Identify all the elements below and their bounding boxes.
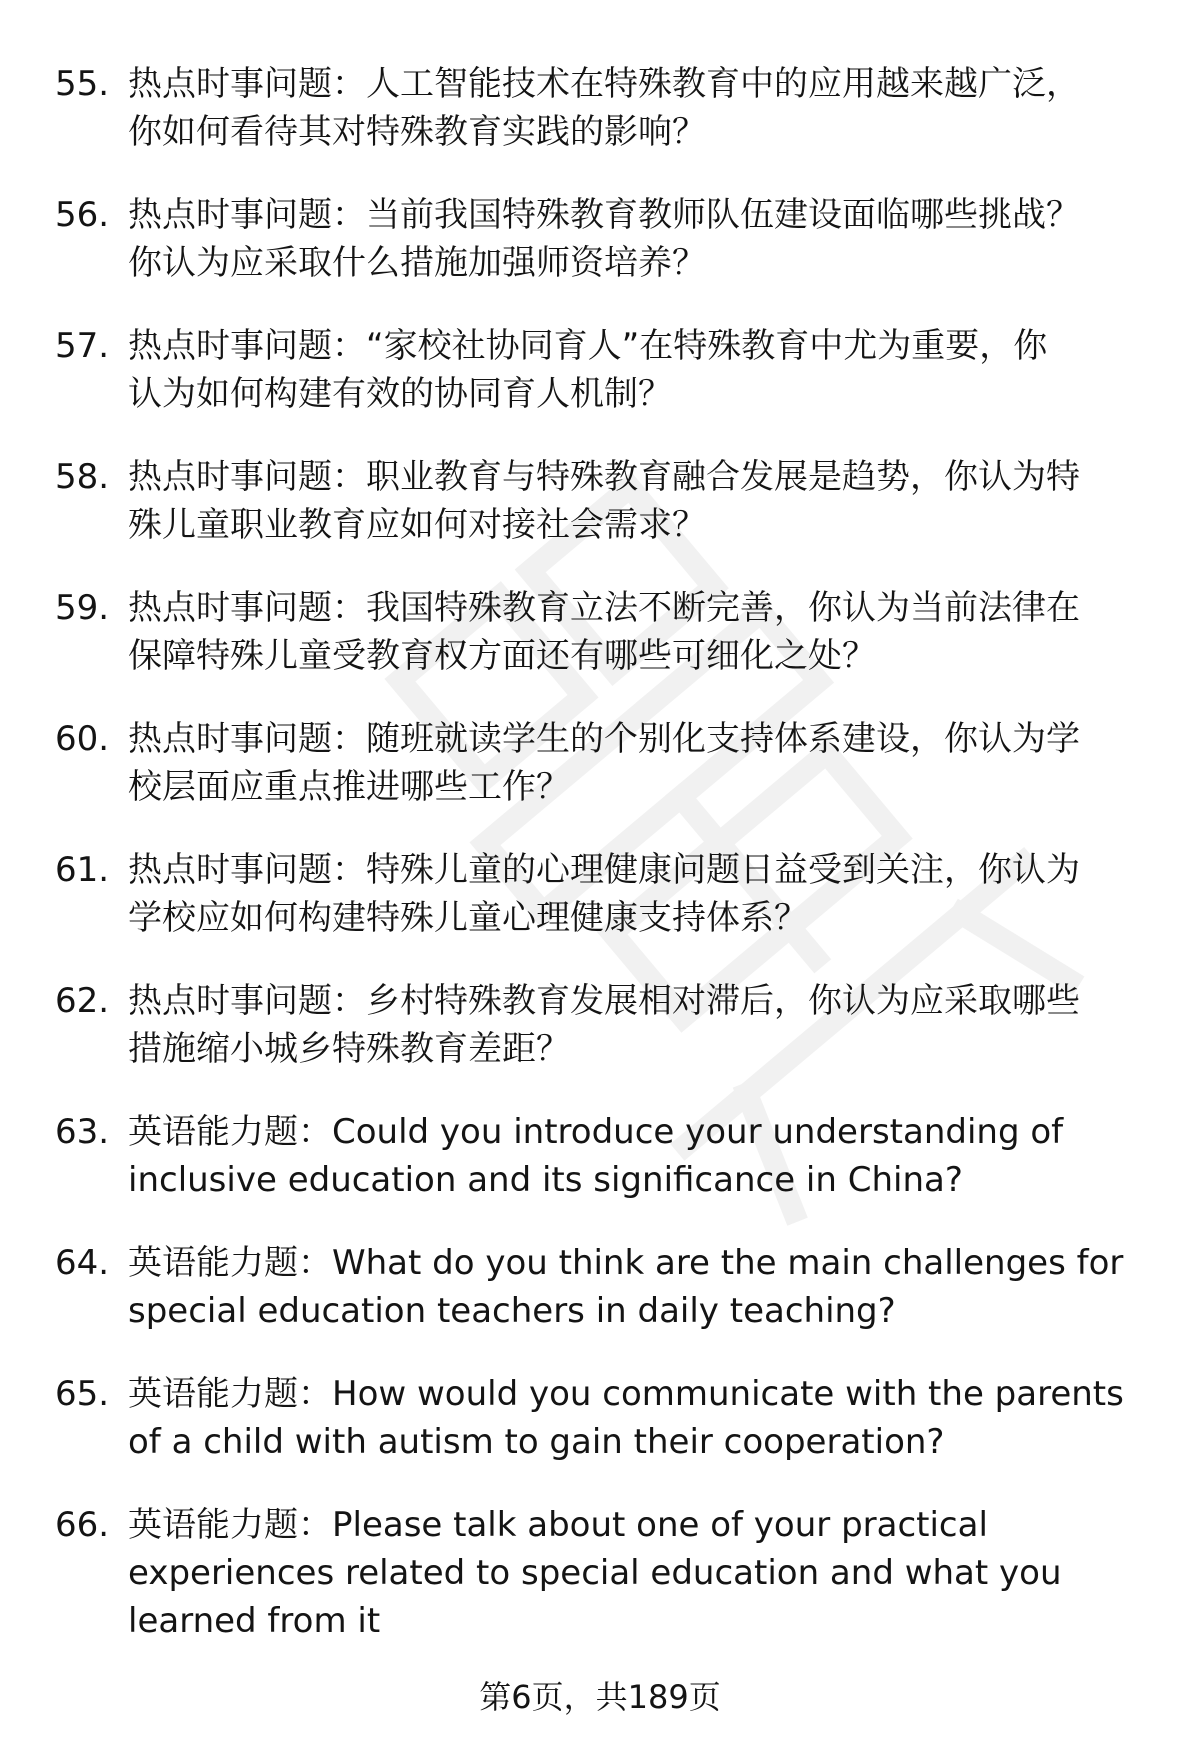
question-line: 热点时事问题：特殊儿童的心理健康问题日益受到关注，你认为 <box>128 850 1080 890</box>
question-item-66 <box>0 1501 1200 1671</box>
question-number: 62. <box>55 981 110 1021</box>
question-number: 61. <box>55 850 110 890</box>
question-text <box>128 60 1158 156</box>
question-line: 保障特殊儿童受教育权方面还有哪些可细化之处？ <box>128 636 876 676</box>
question-text <box>128 453 1158 549</box>
question-item-64 <box>0 1239 1200 1370</box>
question-item-58 <box>0 453 1200 584</box>
question-line: 热点时事问题：随班就读学生的个别化支持体系建设，你认为学 <box>128 719 1080 759</box>
question-text <box>128 322 1158 418</box>
question-number: 55. <box>55 64 110 104</box>
question-number: 59. <box>55 588 110 628</box>
question-text <box>128 1501 1158 1645</box>
question-line: 英语能力题：Could you introduce your understanding of <box>128 1112 1064 1152</box>
question-item-61 <box>0 846 1200 977</box>
question-line: inclusive education and its significance in China? <box>128 1160 963 1200</box>
question-text <box>128 1108 1158 1204</box>
question-line: special education teachers in daily teaching? <box>128 1291 896 1331</box>
question-line: 认为如何构建有效的协同育人机制？ <box>128 374 672 414</box>
question-number: 66. <box>55 1505 110 1545</box>
question-list <box>0 60 1200 1671</box>
question-line: experiences related to special education and what you <box>128 1553 1062 1593</box>
question-number: 60. <box>55 719 110 759</box>
question-item-62 <box>0 977 1200 1108</box>
question-item-56 <box>0 191 1200 322</box>
question-line: 热点时事问题：当前我国特殊教育教师队伍建设面临哪些挑战？ <box>128 195 1080 235</box>
question-line: 你如何看待其对特殊教育实践的影响？ <box>128 112 706 152</box>
question-line: 热点时事问题：职业教育与特殊教育融合发展是趋势，你认为特 <box>128 457 1080 497</box>
question-number: 58. <box>55 457 110 497</box>
question-text <box>128 977 1158 1073</box>
question-text <box>128 584 1158 680</box>
question-text <box>128 1370 1158 1466</box>
question-number: 64. <box>55 1243 110 1283</box>
question-item-65 <box>0 1370 1200 1501</box>
question-line: 措施缩小城乡特殊教育差距？ <box>128 1029 570 1069</box>
question-item-60 <box>0 715 1200 846</box>
question-number: 57. <box>55 326 110 366</box>
question-line: 学校应如何构建特殊儿童心理健康支持体系？ <box>128 898 808 938</box>
question-text <box>128 846 1158 942</box>
question-item-57 <box>0 322 1200 453</box>
question-line: 你认为应采取什么措施加强师资培养？ <box>128 243 706 283</box>
question-line: 热点时事问题：“家校社协同育人”在特殊教育中尤为重要，你 <box>128 326 1048 366</box>
question-number: 65. <box>55 1374 110 1414</box>
question-text <box>128 191 1158 287</box>
question-line: 英语能力题：What do you think are the main challenges for <box>128 1243 1124 1283</box>
question-line: 殊儿童职业教育应如何对接社会需求？ <box>128 505 706 545</box>
question-line: 校层面应重点推进哪些工作？ <box>128 767 570 807</box>
question-line: learned from it <box>128 1601 381 1641</box>
question-line: of a child with autism to gain their cooperation? <box>128 1422 945 1462</box>
question-item-63 <box>0 1108 1200 1239</box>
question-item-55 <box>0 60 1200 191</box>
question-line: 热点时事问题：乡村特殊教育发展相对滞后，你认为应采取哪些 <box>128 981 1080 1021</box>
question-line: 热点时事问题：人工智能技术在特殊教育中的应用越来越广泛， <box>128 64 1080 104</box>
question-text <box>128 1239 1158 1335</box>
question-item-59 <box>0 584 1200 715</box>
page-number-footer: 第6页，共189页 <box>479 1678 721 1716</box>
question-line: 英语能力题：Please talk about one of your practical <box>128 1505 988 1545</box>
question-text <box>128 715 1158 811</box>
question-line: 英语能力题：How would you communicate with the parents <box>128 1374 1124 1414</box>
question-number: 63. <box>55 1112 110 1152</box>
question-number: 56. <box>55 195 110 235</box>
question-line: 热点时事问题：我国特殊教育立法不断完善，你认为当前法律在 <box>128 588 1080 628</box>
